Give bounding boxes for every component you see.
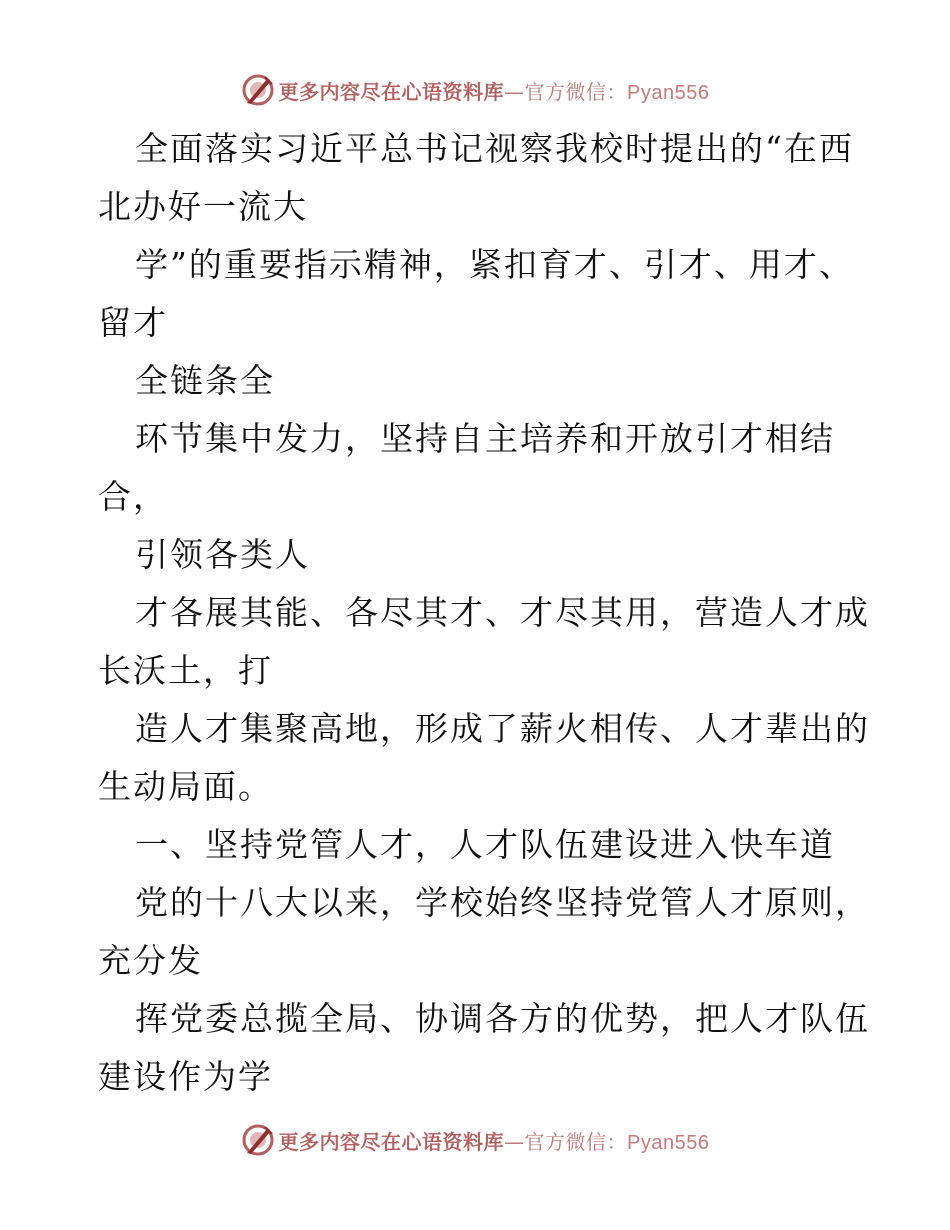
text-line: 学”的重要指示精神，紧扣育才、引才、用才、 — [135, 245, 854, 284]
text-line: 引领各类人 — [135, 535, 310, 574]
text-line: 一、坚持党管人才，人才队伍建设进入快车道 — [135, 825, 835, 864]
text-line: 留才 — [98, 303, 168, 342]
watermark-separator: — — [504, 1129, 525, 1154]
watermark-brand: 更多内容尽在心语资料库 — [278, 1129, 505, 1154]
quill-seal-icon — [241, 1123, 275, 1157]
text-line: 生动局面。 — [98, 767, 273, 806]
text-line: 造人才集聚高地，形成了薪火相传、人才辈出的 — [135, 709, 870, 748]
watermark-text — [279, 76, 710, 105]
watermark-sub: 官方微信： — [524, 1129, 628, 1154]
watermark-id: Pyan556 — [627, 81, 710, 104]
quill-seal-icon — [241, 73, 275, 107]
document-body — [98, 120, 870, 1106]
text-line: 北办好一流大 — [98, 187, 308, 226]
watermark-brand: 更多内容尽在心语资料库 — [278, 79, 505, 104]
text-line: 建设作为学 — [98, 1057, 273, 1096]
text-line: 才各展其能、各尽其才、才尽其用，营造人才成 — [135, 593, 870, 632]
watermark-separator: — — [504, 79, 525, 104]
text-line: 合， — [98, 477, 168, 516]
watermark-text — [279, 1126, 710, 1155]
text-line: 充分发 — [98, 941, 203, 980]
header-watermark — [0, 70, 950, 110]
watermark-sub: 官方微信： — [524, 79, 628, 104]
text-line: 全面落实习近平总书记视察我校时提出的“在西 — [135, 129, 854, 168]
text-line: 环节集中发力，坚持自主培养和开放引才相结 — [135, 419, 835, 458]
text-line: 党的十八大以来，学校始终坚持党管人才原则， — [135, 883, 870, 922]
watermark-id: Pyan556 — [627, 1131, 710, 1154]
text-line: 长沃土，打 — [98, 651, 273, 690]
footer-watermark — [0, 1120, 950, 1160]
text-line: 挥党委总揽全局、协调各方的优势，把人才队伍 — [135, 999, 870, 1038]
text-line: 全链条全 — [135, 361, 275, 400]
